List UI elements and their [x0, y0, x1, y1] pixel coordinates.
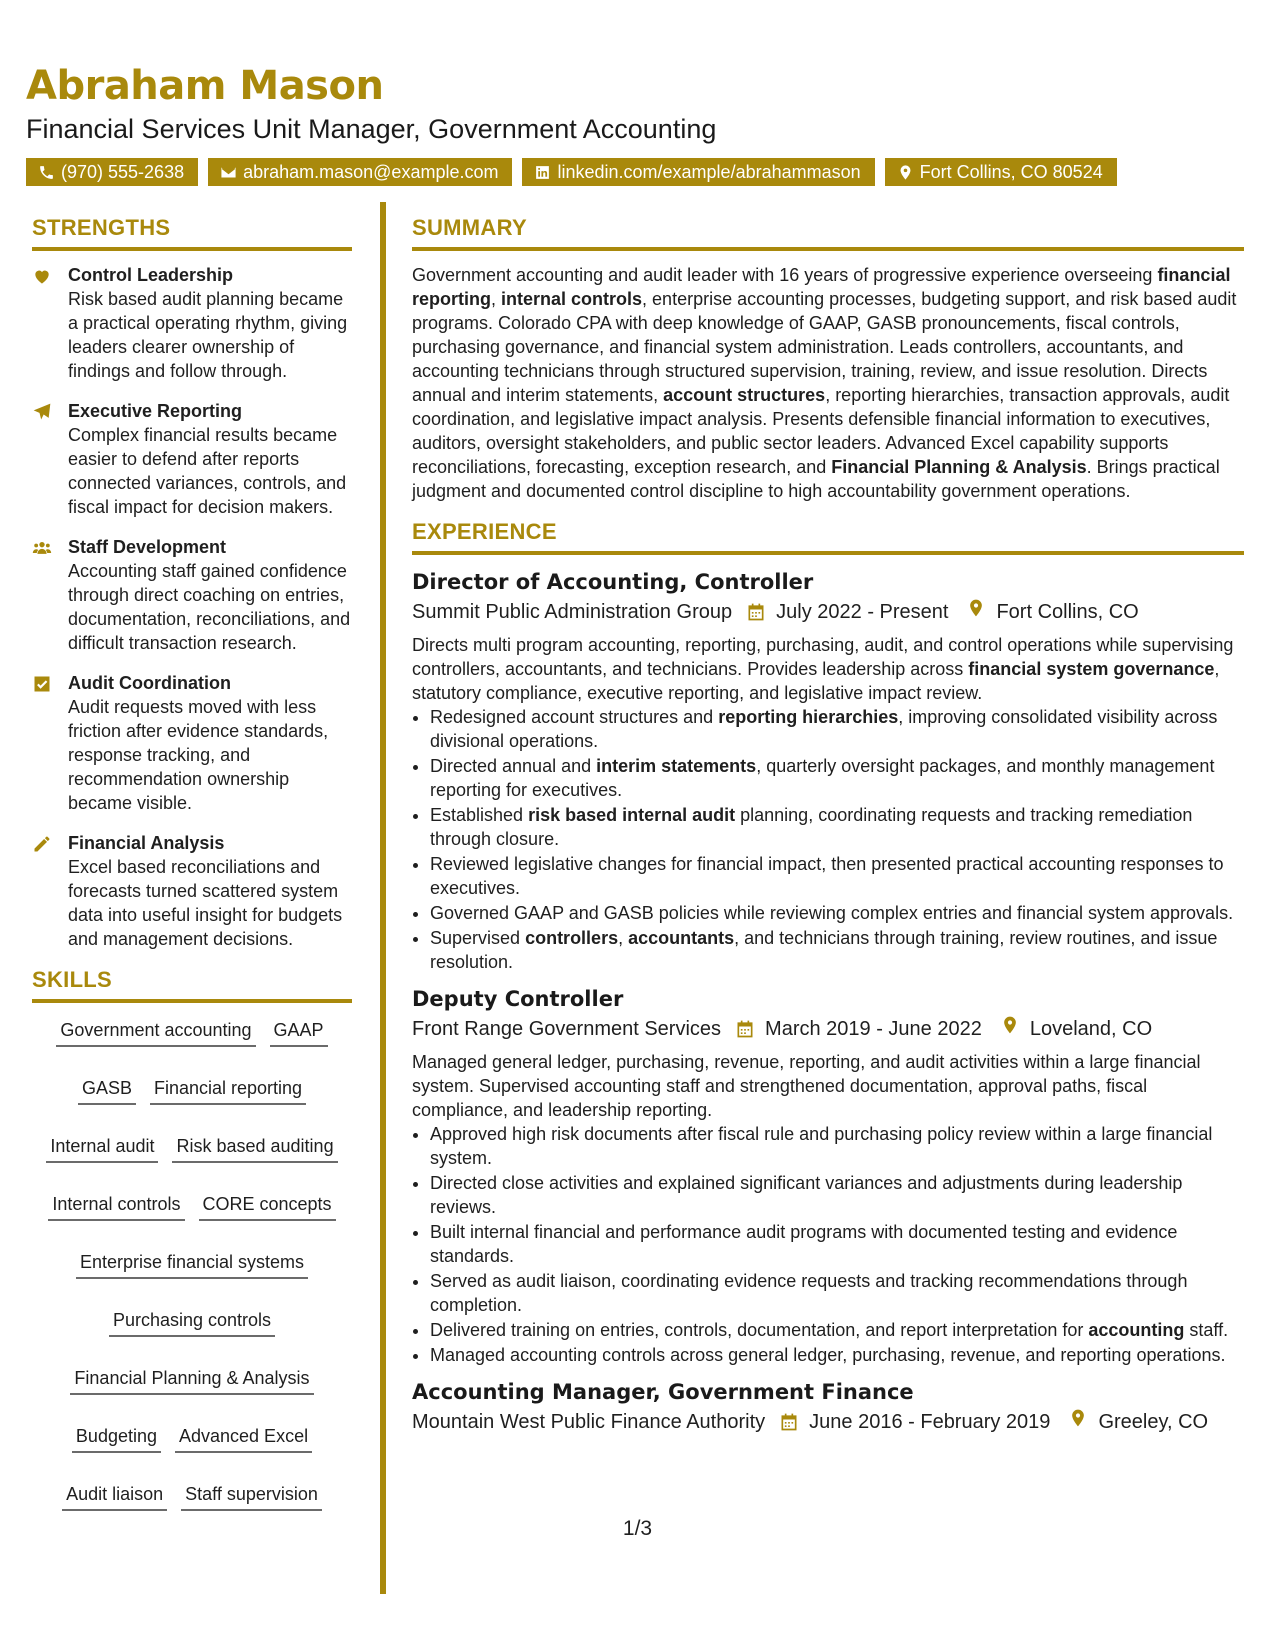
job-bullet: • Served as audit liaison, coordinating evidence requests and tracking recommendations through completion. [430, 1269, 1244, 1317]
skill-tag: CORE concepts [199, 1191, 336, 1221]
contact-email[interactable] [208, 158, 512, 186]
contact-location-text: Fort Collins, CO 80524 [919, 162, 1103, 182]
strengths-heading: STRENGTHS [32, 215, 352, 251]
strength-title: Audit Coordination [68, 673, 231, 693]
job-location: Greeley, CO [1098, 1411, 1209, 1433]
pencil-icon [32, 834, 52, 854]
job-entry [412, 984, 1244, 1367]
job-bullet: • Managed accounting controls across general ledger, purchasing, revenue, and reporting operations. [430, 1343, 1244, 1367]
skill-tag: Purchasing controls [109, 1307, 275, 1337]
contact-linkedin-text: linkedin.com/example/abrahammason [557, 162, 861, 182]
skill-tag: Audit liaison [62, 1481, 167, 1511]
calendar-icon [746, 602, 766, 622]
skill-tag: Budgeting [72, 1423, 161, 1453]
job-title: Deputy Controller [412, 987, 624, 1011]
job-company: Mountain West Public Finance Authority [412, 1411, 766, 1433]
checkbox-icon [32, 674, 52, 694]
heart-icon [32, 266, 52, 286]
users-icon [32, 538, 52, 558]
job-bullet: • Directed close activities and explained significant variances and adjustments during leadership reviews. [430, 1171, 1244, 1219]
job-bullet: • Built internal financial and performance audit programs with documented testing and evidence standards. [430, 1220, 1244, 1268]
skill-tag: Financial reporting [150, 1075, 306, 1105]
calendar-icon [735, 1019, 755, 1039]
strength-title: Executive Reporting [68, 401, 243, 421]
summary-text: Government accounting and audit leader with 16 years of progressive experience overseeing financial reporting, internal controls, enterprise accounting processes, budgeting support, and risk based audit programs. Colorado CPA with deep knowledge of GAAP, GASB pronouncements, fiscal controls, purchasing governance, and financial system administration. Leads controllers, accountants, and accounting technicians through structured supervision, training, review, and issue resolution. Directs annual and interim statements, account structures, reporting hierarchies, transaction approvals, audit coordination, and legislative impact analysis. Presents defensible financial information to executives, auditors, oversight stakeholders, and public sector leaders. Advanced Excel capability supports reconciliations, forecasting, exception research, and Financial Planning & Analysis. Brings practical judgment and documented control discipline to high accountability government operations. [412, 265, 1237, 501]
job-location: Loveland, CO [1029, 1018, 1153, 1040]
strength-item [32, 535, 352, 655]
strength-text: Excel based reconciliations and forecasts turned scattered system data into useful insight for budgets and management decisions. [68, 857, 343, 949]
skill-tag: Financial Planning & Analysis [70, 1365, 313, 1395]
job-bullet: • Directed annual and interim statements, quarterly oversight packages, and monthly management reporting for executives. [430, 754, 1244, 802]
skill-tag: Internal controls [48, 1191, 184, 1221]
job-company: Summit Public Administration Group [412, 601, 733, 623]
job-bullet: • Governed GAAP and GASB policies while reviewing complex entries and financial system approvals. [430, 901, 1244, 925]
candidate-title: Financial Services Unit Manager, Government Accounting [26, 114, 717, 144]
strength-item [32, 671, 352, 815]
page-number: 1/3 [622, 1517, 653, 1540]
job-entry [412, 1377, 1244, 1437]
contact-bar [26, 158, 1256, 186]
strength-title: Control Leadership [68, 265, 234, 285]
strength-title: Financial Analysis [68, 833, 225, 853]
job-company: Front Range Government Services [412, 1018, 722, 1040]
job-meta [412, 1014, 1244, 1044]
strength-text: Risk based audit planning became a practical operating rhythm, giving leaders clearer ownership of findings and follow through. [68, 289, 348, 381]
job-bullets [412, 705, 1244, 974]
left-column [32, 215, 352, 1513]
job-title: Director of Accounting, Controller [412, 570, 814, 594]
skill-tag: Risk based auditing [172, 1133, 337, 1163]
resume-header [26, 62, 1256, 186]
column-divider [380, 202, 386, 1594]
strength-text: Complex financial results became easier to defend after reports connected variances, controls, and fiscal impact for decision makers. [68, 425, 347, 517]
strength-title: Staff Development [68, 537, 227, 557]
skill-tag: Enterprise financial systems [76, 1249, 308, 1279]
experience-heading: EXPERIENCE [412, 519, 1244, 555]
job-meta [412, 597, 1244, 627]
job-meta [412, 1407, 1244, 1437]
strength-item [32, 263, 352, 383]
job-dates: June 2016 - February 2019 [809, 1411, 1051, 1433]
job-description: Directs multi program accounting, reporting, purchasing, audit, and control operations while supervising controllers, accountants, and technicians. Provides leadership across financial system governance, statutory compliance, executive reporting, and legislative impact review. [412, 635, 1234, 703]
skill-tag: GAAP [270, 1017, 328, 1047]
contact-phone-text: (970) 555-2638 [61, 162, 185, 182]
envelope-icon [220, 164, 237, 181]
location-pin-icon [966, 598, 986, 618]
skills-list [32, 1015, 352, 1513]
job-bullets [412, 1122, 1244, 1367]
job-title: Accounting Manager, Government Finance [412, 1380, 914, 1404]
job-bullet: • Reviewed legislative changes for financial impact, then presented practical accounting responses to executives. [430, 852, 1244, 900]
job-bullet: • Redesigned account structures and reporting hierarchies, improving consolidated visibility across divisional operations. [430, 705, 1244, 753]
job-location: Fort Collins, CO [996, 601, 1139, 623]
location-pin-icon [1068, 1408, 1088, 1428]
phone-icon [38, 164, 55, 181]
skill-tag: Government accounting [56, 1017, 255, 1047]
contact-linkedin[interactable] [522, 158, 874, 186]
strength-item [32, 831, 352, 951]
strength-text: Accounting staff gained confidence through direct coaching on entries, documentation, reconciliations, and difficult transaction research. [68, 561, 351, 653]
job-description: Managed general ledger, purchasing, revenue, reporting, and audit activities within a large financial system. Supervised accounting staff and strengthened documentation, approval paths, fiscal compliance, and leadership reporting. [412, 1052, 1201, 1120]
job-bullet: • Approved high risk documents after fiscal rule and purchasing policy review within a large financial system. [430, 1122, 1244, 1170]
skill-tag: GASB [78, 1075, 136, 1105]
skill-tag: Advanced Excel [175, 1423, 312, 1453]
contact-phone[interactable] [26, 158, 198, 186]
job-bullet: • Delivered training on entries, controls, documentation, and report interpretation for accounting staff. [430, 1318, 1244, 1342]
strength-item [32, 399, 352, 519]
right-column [412, 215, 1244, 1447]
skill-tag: Internal audit [46, 1133, 158, 1163]
job-bullet: • Established risk based internal audit planning, coordinating requests and tracking remediation through closure. [430, 803, 1244, 851]
paper-plane-icon [32, 402, 52, 422]
job-entry [412, 567, 1244, 974]
calendar-icon [779, 1412, 799, 1432]
contact-email-text: abraham.mason@example.com [243, 162, 499, 182]
linkedin-icon [534, 164, 551, 181]
skills-heading: SKILLS [32, 967, 352, 1003]
job-bullet: • Supervised controllers, accountants, and technicians through training, review routines, and issue resolution. [430, 926, 1244, 974]
candidate-name: Abraham Mason [26, 63, 384, 109]
location-pin-icon [897, 164, 914, 181]
location-pin-icon [1000, 1015, 1020, 1035]
skill-tag: Staff supervision [181, 1481, 322, 1511]
strength-text: Audit requests moved with less friction after evidence standards, response tracking, and recommendation ownership became visible. [68, 697, 329, 813]
summary-heading: SUMMARY [412, 215, 1244, 251]
contact-location [885, 158, 1117, 186]
job-dates: July 2022 - Present [776, 601, 949, 623]
job-dates: March 2019 - June 2022 [765, 1018, 982, 1040]
